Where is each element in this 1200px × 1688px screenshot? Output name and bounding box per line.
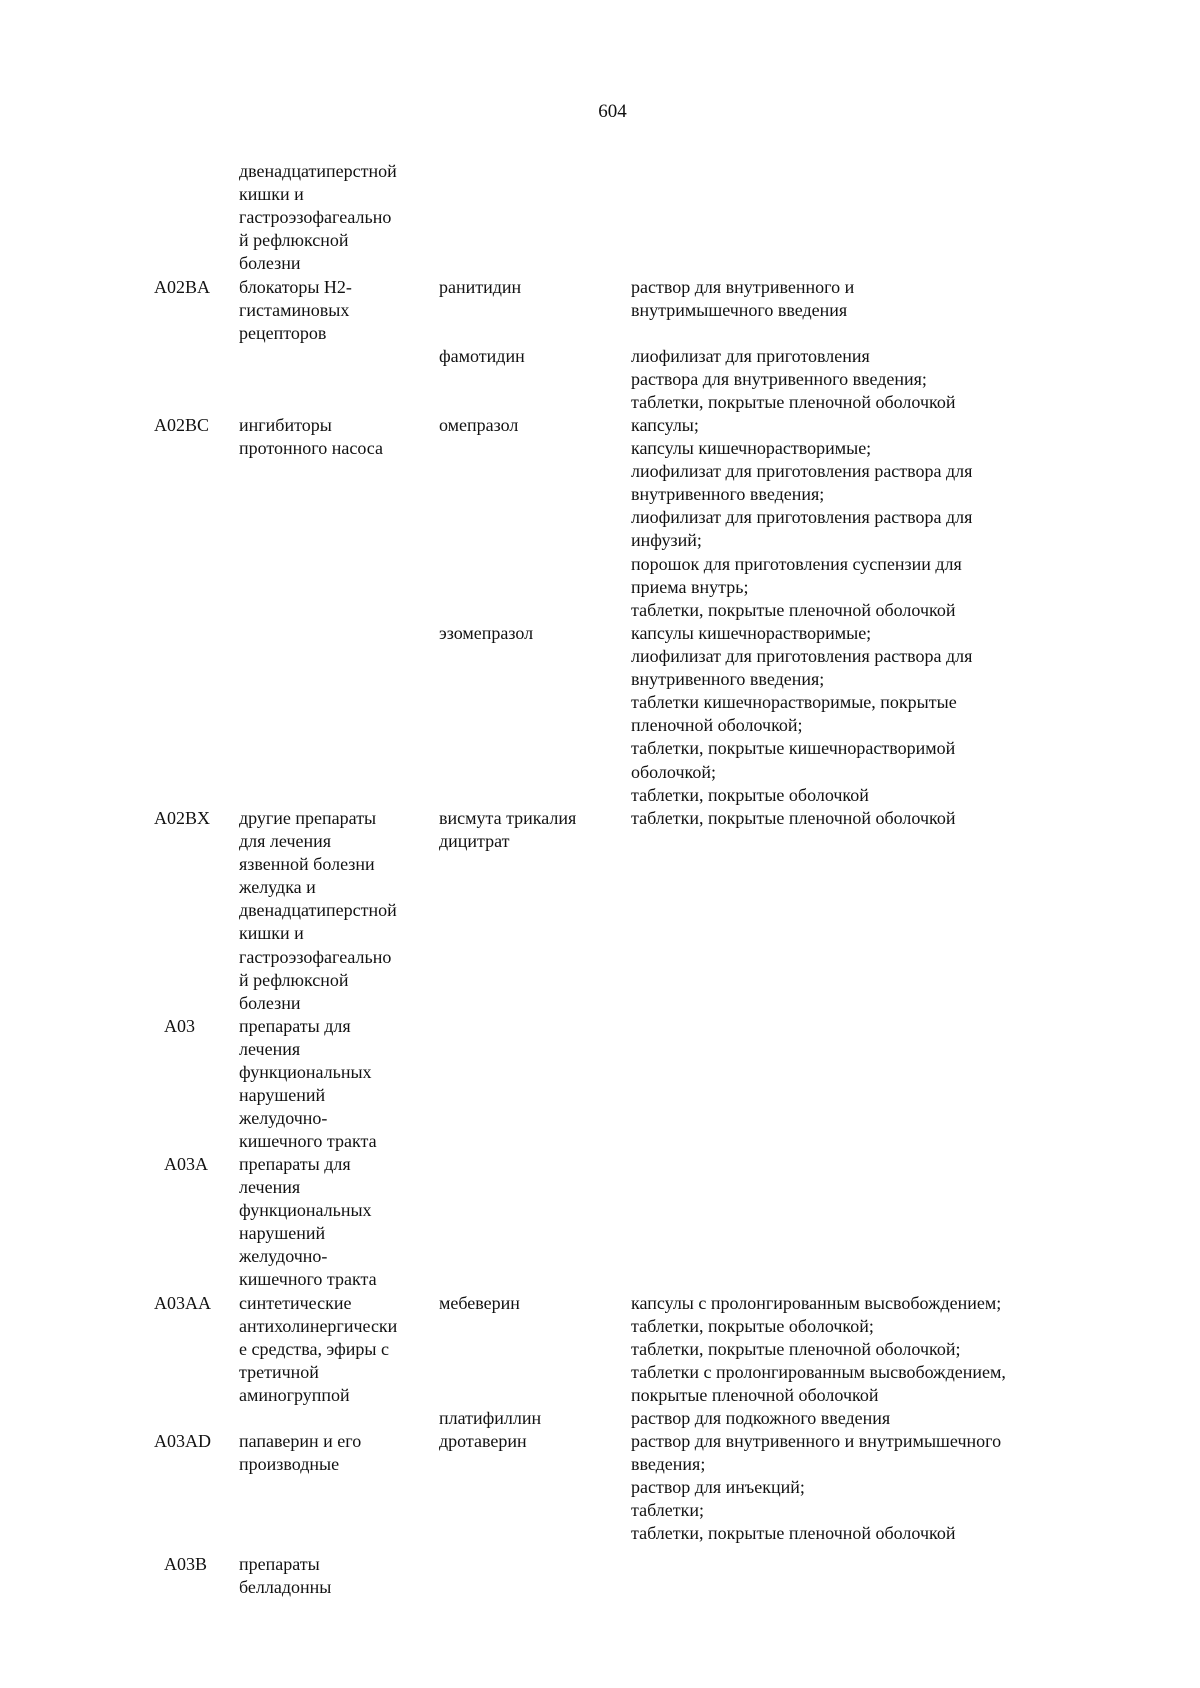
cell-line: введения; bbox=[631, 1454, 706, 1475]
atc-code: A02BA bbox=[154, 277, 211, 297]
cell-line: рецепторов bbox=[239, 323, 327, 344]
cell-line: е средства, эфиры с bbox=[239, 1339, 389, 1360]
cell-line: капсулы кишечнорастворимые; bbox=[631, 438, 872, 459]
cell-line: двенадцатиперстной bbox=[239, 900, 397, 921]
cell-line: висмута трикалия bbox=[439, 808, 577, 828]
drug-name bbox=[439, 807, 576, 853]
cell-line: таблетки, покрытые пленочной оболочкой bbox=[631, 599, 956, 620]
cell-line: таблетки, покрытые оболочкой; bbox=[631, 1316, 874, 1337]
cell-line: порошок для приготовления суспензии для bbox=[631, 553, 962, 574]
atc-code: A02BC bbox=[154, 415, 210, 435]
cell-line: мебеверин bbox=[439, 1293, 520, 1313]
page-number: 604 bbox=[598, 101, 627, 122]
pharmacological-group bbox=[239, 1015, 377, 1154]
cell-line: раствора для внутривенного введения; bbox=[631, 369, 927, 390]
cell-line: гастроэзофагеально bbox=[239, 946, 392, 967]
cell-line: препараты для bbox=[239, 1016, 351, 1036]
drug-name bbox=[439, 1292, 520, 1315]
cell-line: таблетки кишечнорастворимые, покрытые bbox=[631, 692, 957, 713]
cell-line: таблетки, покрытые кишечнорастворимой bbox=[631, 738, 956, 759]
cell-line: кишки и bbox=[239, 923, 304, 944]
dosage-forms bbox=[631, 345, 955, 414]
cell-line: внутривенного введения; bbox=[631, 484, 825, 505]
cell-line: омепразол bbox=[439, 415, 519, 435]
cell-line: раствор для инъекций; bbox=[631, 1477, 805, 1498]
cell-line: блокаторы Н2- bbox=[239, 277, 352, 297]
cell-line: дицитрат bbox=[439, 831, 510, 852]
cell-line: препараты bbox=[239, 1554, 320, 1574]
cell-line: лиофилизат для приготовления раствора для bbox=[631, 507, 973, 528]
cell-line: таблетки, покрытые пленочной оболочкой bbox=[631, 1523, 956, 1544]
cell-line: ранитидин bbox=[439, 277, 522, 297]
cell-line: нарушений bbox=[239, 1223, 326, 1244]
cell-line: желудочно- bbox=[239, 1108, 328, 1129]
cell-line: внутривенного введения; bbox=[631, 669, 825, 690]
cell-line: лиофилизат для приготовления bbox=[631, 346, 870, 366]
cell-line: аминогруппой bbox=[239, 1385, 350, 1406]
cell-line: инфузий; bbox=[631, 530, 702, 551]
cell-line: лиофилизат для приготовления раствора для bbox=[631, 646, 973, 667]
cell-line: желудочно- bbox=[239, 1246, 328, 1267]
cell-line: нарушений bbox=[239, 1085, 326, 1106]
drug-name bbox=[439, 414, 518, 437]
dosage-forms bbox=[631, 807, 955, 830]
cell-line: капсулы с пролонгированным высвобождением; bbox=[631, 1293, 1002, 1313]
cell-line: гистаминовых bbox=[239, 300, 350, 321]
cell-line: эзомепразол bbox=[439, 623, 534, 643]
cell-line: капсулы кишечнорастворимые; bbox=[631, 623, 872, 643]
atc-code: A03AA bbox=[154, 1293, 211, 1313]
cell-line: антихолинергически bbox=[239, 1316, 398, 1337]
cell-line: раствор для внутривенного и внутримышечного bbox=[631, 1431, 1002, 1451]
drug-name bbox=[439, 1407, 541, 1430]
cell-line: другие препараты bbox=[239, 808, 377, 828]
cell-line: покрытые пленочной оболочкой bbox=[631, 1385, 879, 1406]
cell-line: кишечного тракта bbox=[239, 1131, 377, 1152]
cell-line: протонного насоса bbox=[239, 438, 383, 459]
cell-line: для лечения bbox=[239, 831, 332, 852]
atc-code: A02BX bbox=[154, 808, 211, 828]
cell-line: приема внутрь; bbox=[631, 576, 749, 597]
pharmacological-group bbox=[239, 414, 383, 460]
pharmacological-group bbox=[239, 160, 397, 275]
cell-line: лечения bbox=[239, 1039, 301, 1060]
atc-code: A03A bbox=[164, 1154, 208, 1174]
cell-line: синтетические bbox=[239, 1293, 352, 1313]
cell-line: болезни bbox=[239, 253, 301, 274]
cell-line: й рефлюксной bbox=[239, 969, 349, 990]
cell-line: третичной bbox=[239, 1362, 319, 1383]
cell-line: таблетки, покрытые оболочкой bbox=[631, 784, 869, 805]
dosage-forms bbox=[631, 622, 972, 807]
dosage-forms bbox=[631, 1292, 1006, 1407]
pharmacological-group bbox=[239, 1430, 361, 1476]
cell-line: язвенной болезни bbox=[239, 854, 375, 875]
cell-line: таблетки, покрытые пленочной оболочкой bbox=[631, 808, 956, 828]
drug-name bbox=[439, 276, 521, 299]
cell-line: таблетки, покрытые пленочной оболочкой bbox=[631, 392, 956, 413]
dosage-forms bbox=[631, 414, 972, 622]
cell-line: препараты для bbox=[239, 1154, 351, 1174]
drug-name bbox=[439, 622, 533, 645]
cell-line: гастроэзофагеально bbox=[239, 207, 392, 228]
cell-line: капсулы; bbox=[631, 415, 699, 435]
cell-line: й рефлюксной bbox=[239, 230, 349, 251]
cell-line: функциональных bbox=[239, 1200, 372, 1221]
cell-line: лечения bbox=[239, 1177, 301, 1198]
cell-line: производные bbox=[239, 1454, 340, 1475]
cell-line: пленочной оболочкой; bbox=[631, 715, 803, 736]
atc-code: A03B bbox=[164, 1554, 208, 1574]
cell-line: кишки и bbox=[239, 184, 304, 205]
pharmacological-group bbox=[239, 276, 352, 345]
cell-line: белладонны bbox=[239, 1577, 332, 1598]
cell-line: кишечного тракта bbox=[239, 1269, 377, 1290]
pharmacological-group bbox=[239, 807, 397, 1015]
dosage-forms bbox=[631, 276, 854, 322]
drug-name bbox=[439, 345, 525, 368]
cell-line: фамотидин bbox=[439, 346, 525, 366]
cell-line: внутримышечного введения bbox=[631, 300, 848, 321]
pharmacological-group bbox=[239, 1292, 397, 1407]
cell-line: оболочкой; bbox=[631, 761, 716, 782]
cell-line: таблетки, покрытые пленочной оболочкой; bbox=[631, 1339, 961, 1360]
cell-line: папаверин и его bbox=[239, 1431, 362, 1451]
atc-code: A03 bbox=[164, 1016, 195, 1036]
cell-line: раствор для внутривенного и bbox=[631, 277, 855, 297]
cell-line: таблетки; bbox=[631, 1500, 705, 1521]
atc-code: A03AD bbox=[154, 1431, 211, 1451]
cell-line: платифиллин bbox=[439, 1408, 542, 1428]
cell-line: раствор для подкожного введения bbox=[631, 1408, 891, 1428]
dosage-forms bbox=[631, 1430, 1001, 1545]
cell-line: лиофилизат для приготовления раствора для bbox=[631, 461, 973, 482]
pharmacological-group bbox=[239, 1153, 377, 1292]
dosage-forms bbox=[631, 1407, 890, 1430]
cell-line: дротаверин bbox=[439, 1431, 527, 1451]
cell-line: таблетки с пролонгированным высвобождением, bbox=[631, 1362, 1006, 1383]
pharmacological-group bbox=[239, 1553, 331, 1599]
drug-name bbox=[439, 1430, 527, 1453]
cell-line: болезни bbox=[239, 992, 301, 1013]
cell-line: двенадцатиперстной bbox=[239, 161, 397, 181]
cell-line: функциональных bbox=[239, 1062, 372, 1083]
cell-line: желудка и bbox=[239, 877, 316, 898]
cell-line: ингибиторы bbox=[239, 415, 332, 435]
